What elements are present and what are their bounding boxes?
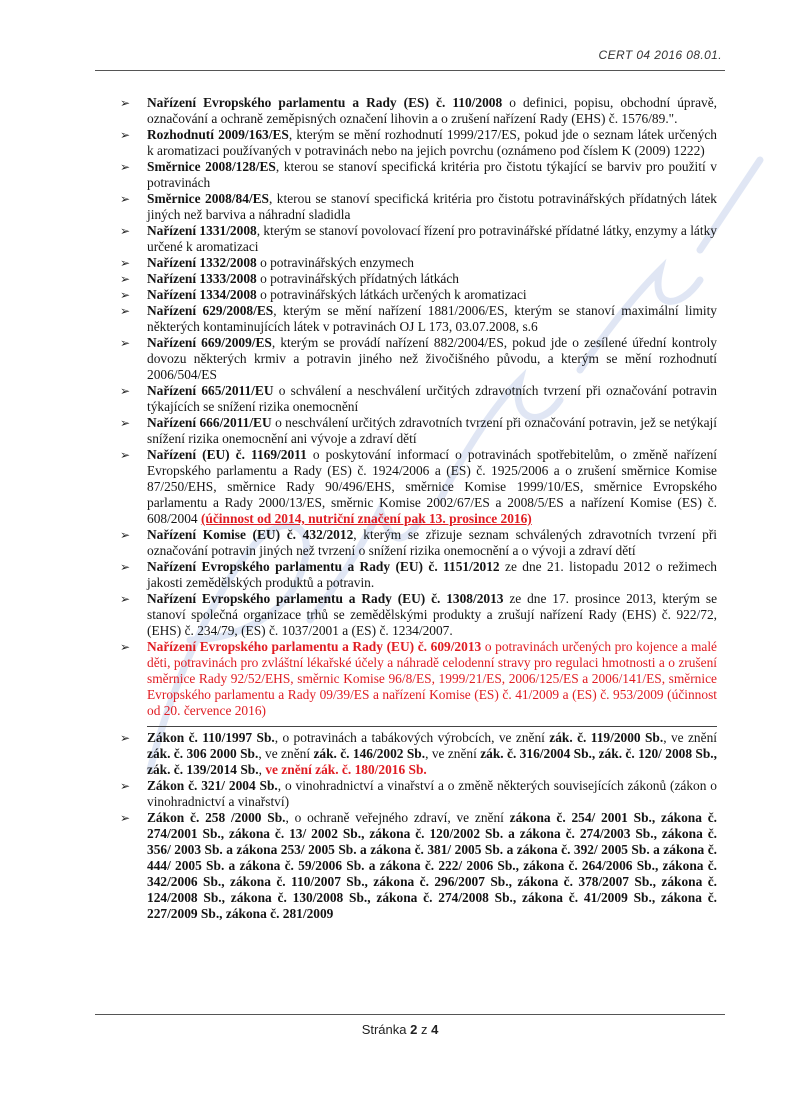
- text-segment: , o vinohradnictví a vinařství a o změně některých souvisejících zákonů (zákon o vinohradnictví a vinařství): [147, 778, 717, 809]
- list-item-text: [147, 730, 717, 778]
- header-rule: [95, 70, 725, 71]
- arrow-bullet-icon: ➢: [120, 592, 131, 606]
- arrow-bullet-icon: ➢: [120, 128, 131, 142]
- page-total: 4: [431, 1022, 439, 1037]
- list-item: [120, 383, 717, 415]
- arrow-bullet-icon: ➢: [120, 288, 131, 302]
- text-segment: , kterou se stanoví specifická kritéria pro čistotu týkající se barviv pro použití v potravinách: [147, 159, 718, 190]
- list-item: [120, 303, 717, 335]
- regulation-title: Nařízení 666/2011/EU: [147, 415, 272, 430]
- list-item: [120, 255, 717, 271]
- text-segment: , kterým se zřizuje seznam schválených zdravotních tvrzení při označování potravin jiných než tvrzení o snížení rizika onemocnění a o vývoji a zdraví dětí: [147, 527, 717, 558]
- regulation-title: Směrnice 2008/128/ES: [147, 159, 276, 174]
- regulation-title: zák. č. 306 2000 Sb.: [147, 746, 259, 761]
- regulation-title: Nařízení Evropského parlamentu a Rady (EU) č. 1151/2012: [147, 559, 500, 574]
- arrow-bullet-icon: ➢: [120, 96, 131, 110]
- list-item: [120, 223, 717, 255]
- list-item: [120, 271, 717, 287]
- list-item-text: [147, 591, 717, 639]
- regulation-title: Nařízení 665/2011/EU: [147, 383, 274, 398]
- text-segment: , kterým se provádí nařízení 882/2004/ES, pokud jde o zesílené úřední kontroly dovozu některých krmiv a potravin jiného než živočišného původu, a kterým se mění rozhodnutí 2006/504/ES: [147, 335, 717, 382]
- text-segment: o potravinářských látkách určených k aromatizaci: [256, 287, 527, 302]
- list-item-text: [147, 335, 717, 383]
- footer-rule: [95, 1014, 725, 1015]
- list-item: [120, 191, 717, 223]
- list-item-text: [147, 95, 717, 127]
- list-item-text: [147, 223, 717, 255]
- page-separator: z: [417, 1022, 432, 1037]
- highlighted-text: Nařízení Evropského parlamentu a Rady (EU) č. 609/2013: [147, 639, 482, 654]
- regulation-title: Zákon č. 321/ 2004 Sb.: [147, 778, 278, 793]
- section-divider: [147, 726, 717, 727]
- page-label: Stránka: [361, 1022, 411, 1037]
- text-segment: , kterým se mění rozhodnutí 1999/217/ES, pokud jde o seznam látek určených k aromatizaci používaných v potravinách nebo na jejich povrchu (oznámeno pod číslem K (2009) 1222): [147, 127, 718, 158]
- regulation-title: zák. č. 316/2004 Sb., zák. č. 120/ 2008 Sb., zák. č. 139/2014 Sb.: [147, 746, 717, 777]
- page-number: [0, 1022, 800, 1037]
- arrow-bullet-icon: ➢: [120, 192, 131, 206]
- text-segment: o neschválení určitých zdravotních tvrzení při označování potravin, jež se netýkají snížení rizika onemocnění ani vývoje a zdraví dětí: [147, 415, 717, 446]
- regulation-title: Nařízení 1333/2008: [147, 271, 257, 286]
- list-item-text: [147, 255, 717, 271]
- text-segment: ze dne 21. listopadu 2012 o režimech jakosti zemědělských produktů a potravin.: [147, 559, 717, 590]
- list-item: [120, 159, 717, 191]
- regulation-title: Zákon č. 110/1997 Sb.: [147, 730, 275, 745]
- list-item: [120, 591, 717, 639]
- list-item-text: [147, 778, 717, 810]
- arrow-bullet-icon: ➢: [120, 448, 131, 462]
- regulation-title: Nařízení Komise (EU) č. 432/2012: [147, 527, 354, 542]
- list-item: [120, 447, 717, 527]
- regulation-title: Směrnice 2008/84/ES: [147, 191, 269, 206]
- text-segment: ,: [258, 762, 266, 777]
- regulation-title: Nařízení 669/2009/ES: [147, 335, 272, 350]
- text-segment: , ve znění: [425, 746, 481, 761]
- text-segment: , o ochraně veřejného zdraví, ve znění: [285, 810, 510, 825]
- list-item-text: [147, 383, 717, 415]
- regulation-title: Nařízení 1331/2008: [147, 223, 257, 238]
- list-item-text: [147, 159, 717, 191]
- list-item-text: [147, 127, 717, 159]
- list-item: [120, 415, 717, 447]
- regulation-title: Nařízení 1334/2008: [147, 287, 257, 302]
- arrow-bullet-icon: ➢: [120, 731, 131, 745]
- document-code: CERT 04 2016 08.01.: [598, 48, 722, 62]
- text-segment: ze dne 17. prosince 2013, kterým se stanoví společná organizace trhů se zemědělskými produkty a zrušují nařízení Rady (EHS) č. 922/72, (EHS) č. 234/79, (ES) č. 1037/2001 a (ES) č. 1234/2007.: [147, 591, 718, 638]
- regulation-title: Nařízení 1332/2008: [147, 255, 257, 270]
- arrow-bullet-icon: ➢: [120, 779, 131, 793]
- list-item: [120, 639, 717, 719]
- list-item-text: [147, 810, 717, 922]
- regulation-title: Nařízení (EU) č. 1169/2011: [147, 447, 307, 462]
- highlighted-text: o potravinách určených pro kojence a malé děti, potravinách pro zvláštní lékařské účely a náhradě celodenní stravy pro regulaci hmotnosti a o zrušení směrnice Rady 92/52/EHS, směrnic Komise 96/8/ES, 1999/21/ES, 2006/125/ES a 2006/141/ES, směrnice Evropského parlamentu a Rady 09/39/ES a nařízení Komise (ES) č. 41/2009 a (ES) č. 953/2009 (účinnost od 20. července 2016): [147, 639, 717, 718]
- arrow-bullet-icon: ➢: [120, 384, 131, 398]
- regulation-title: zákona č. 254/ 2001 Sb., zákona č. 274/2001 Sb., zákona č. 13/ 2002 Sb., zákona č. 120/2002 Sb. a zákona č. 274/2003 Sb., zákona č. 356/ 2003 Sb. a zákona 253/ 2005 Sb. a zákona č. 381/ 2005 Sb. a zákona č. 392/ 2005 Sb. a zákona č. 444/ 2005 Sb. a zákona č. 59/2006 Sb. a zákona č. 222/ 2006 Sb., zákona č. 264/2006 Sb., zákona č. 342/2006 Sb., zákona č. 110/2007 Sb., zákona č. 296/2007 Sb., zákona č. 378/2007 Sb., zákona č. 124/2008 Sb., zákona č. 130/2008 Sb., zákona č. 274/2008 Sb., zákona č. 41/2009 Sb., zákona č. 227/2009 Sb., zákona č. 281/2009: [147, 810, 718, 921]
- list-item-text: [147, 287, 717, 303]
- list-item-text: [147, 447, 717, 527]
- list-item: [120, 95, 717, 127]
- regulation-title: Nařízení Evropského parlamentu a Rady (ES) č. 110/2008: [147, 95, 503, 110]
- list-item: [120, 287, 717, 303]
- text-segment: , kterým se mění nařízení 1881/2006/ES, kterým se stanoví maximální limity některých kontaminujících látek v potravinách OJ L 173, 03.07.2008, s.6: [147, 303, 717, 334]
- page-current: 2: [410, 1022, 418, 1037]
- text-segment: , o potravinách a tabákových výrobcích, ve znění: [274, 730, 550, 745]
- arrow-bullet-icon: ➢: [120, 272, 131, 286]
- list-item: [120, 559, 717, 591]
- list-item-text: [147, 527, 717, 559]
- text-segment: o potravinářských přídatných látkách: [256, 271, 459, 286]
- text-segment: o potravinářských enzymech: [256, 255, 414, 270]
- regulation-title: Nařízení 629/2008/ES: [147, 303, 274, 318]
- regulation-list: [120, 95, 717, 922]
- text-segment: , kterým se stanoví povolovací řízení pro potravinářské přídatné látky, enzymy a látky určené k aromatizaci: [147, 223, 717, 254]
- regulation-title: Nařízení Evropského parlamentu a Rady (EU) č. 1308/2013: [147, 591, 504, 606]
- list-item-text: [147, 191, 717, 223]
- arrow-bullet-icon: ➢: [120, 256, 131, 270]
- arrow-bullet-icon: ➢: [120, 160, 131, 174]
- list-item: [120, 127, 717, 159]
- arrow-bullet-icon: ➢: [120, 560, 131, 574]
- arrow-bullet-icon: ➢: [120, 528, 131, 542]
- regulation-title: zák. č. 119/2000 Sb.: [549, 730, 664, 745]
- highlighted-text: ve znění zák. č. 180/2016 Sb.: [265, 762, 427, 777]
- text-segment: , kterou se stanoví specifická kritéria pro čistotu potravinářských přídatných látek jiných než barviva a náhradní sladidla: [147, 191, 717, 222]
- list-item-text: [147, 271, 717, 287]
- arrow-bullet-icon: ➢: [120, 224, 131, 238]
- list-item: [120, 527, 717, 559]
- regulation-title: Zákon č. 258 /2000 Sb.: [147, 810, 286, 825]
- list-item-text: [147, 303, 717, 335]
- text-segment: o definici, popisu, obchodní úpravě, označování a ochraně zeměpisných označení lihovin a o zrušení nařízení Rady (EHS) č. 1576/89.".: [147, 95, 718, 126]
- text-segment: , ve znění: [663, 730, 717, 745]
- list-item-text: [147, 559, 717, 591]
- text-segment: o poskytování informací o potravinách spotřebitelům, o změně nařízení Evropského parlamentu a Rady (ES) č. 1924/2006 a (ES) č. 1925/2006 a o zrušení směrnice Komise 87/250/EHS, směrnice Rady 90/496/EHS, směrnice Komise 1999/10/ES, směrnice Evropského parlamentu a Rady 2000/13/ES, směrnic Komise 2002/67/ES a 2008/5/ES a nařízení Komise (ES) č. 608/2004: [147, 447, 717, 526]
- regulation-title: zák. č. 146/2002 Sb.: [313, 746, 426, 761]
- arrow-bullet-icon: ➢: [120, 304, 131, 318]
- arrow-bullet-icon: ➢: [120, 416, 131, 430]
- list-item: [120, 810, 717, 922]
- highlighted-text: (účinnost od 2014, nutriční značení pak 13. prosince 2016): [200, 511, 532, 526]
- arrow-bullet-icon: ➢: [120, 811, 131, 825]
- list-item-text: [147, 415, 717, 447]
- arrow-bullet-icon: ➢: [120, 336, 131, 350]
- list-item: [120, 335, 717, 383]
- list-item: [120, 778, 717, 810]
- list-item-text: [147, 639, 717, 719]
- arrow-bullet-icon: ➢: [120, 640, 131, 654]
- list-item: [120, 730, 717, 778]
- text-segment: , ve znění: [258, 746, 314, 761]
- regulation-title: Rozhodnutí 2009/163/ES: [147, 127, 289, 142]
- text-segment: o schválení a neschválení určitých zdravotních tvrzení při označování potravin týkajících se snížení rizika onemocnění: [147, 383, 717, 414]
